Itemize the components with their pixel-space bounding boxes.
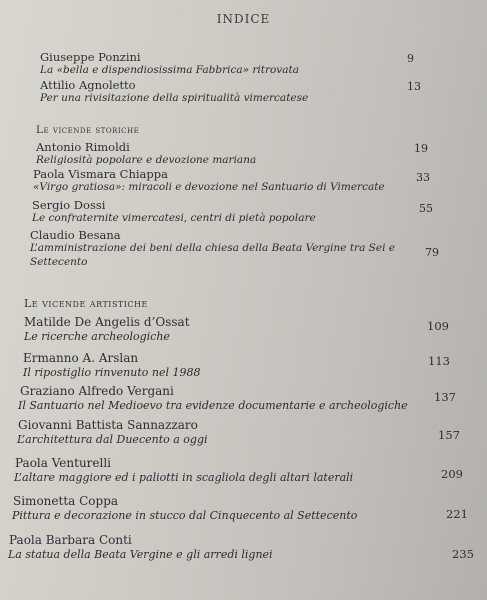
toc-entry [0,198,487,232]
toc-entry [0,494,487,528]
entry-page: 13 [407,80,421,93]
index-title: INDICE [216,12,271,26]
entry-author: Sergio Dossi [32,198,106,212]
entry-title: Per una rivisitazione della spiritualità vimercatese [40,92,309,104]
entry-title: Le ricerche archeologiche [24,330,170,343]
toc-entry [0,167,487,201]
toc-entry [0,351,487,385]
entry-page: 109 [427,319,449,333]
toc-entry [0,315,487,349]
entry-page: 19 [414,142,428,155]
section-heading-historical: Le vicende storiche [36,124,140,136]
entry-title: Le confraternite vimercatesi, centri di pietà popolare [32,212,316,224]
entry-title-continued: Settecento [30,256,88,268]
entry-page: 79 [425,246,439,259]
entry-author: Paola Vismara Chiappa [33,167,168,181]
entry-author: Paola Venturelli [15,456,112,470]
toc-entry [0,456,487,490]
entry-page: 221 [446,507,468,521]
entry-title: L’architettura dal Duecento a oggi [17,433,208,446]
entry-page: 9 [407,52,414,65]
entry-page: 209 [441,467,463,481]
entry-title: La statua della Beata Vergine e gli arredi lignei [8,548,273,561]
entry-author: Graziano Alfredo Vergani [20,384,174,398]
entry-author: Paola Barbara Conti [9,533,132,547]
entry-author: Matilde De Angelis d’Ossat [24,315,190,329]
entry-page: 235 [452,547,474,561]
entry-author: Ermanno A. Arslan [23,351,139,365]
entry-page: 55 [419,202,433,215]
entry-author: Attilio Agnoletto [40,78,136,92]
toc-entry [0,78,487,112]
toc-entry [0,418,487,452]
toc-entry [0,533,487,567]
entry-author: Antonio Rimoldi [36,140,130,154]
entry-author: Claudio Besana [30,228,121,242]
entry-title: Religiosità popolare e devozione mariana [36,154,257,166]
entry-title: Il Santuario nel Medioevo tra evidenze documentarie e archeologiche [18,399,408,412]
toc-entry [0,384,487,418]
entry-author: Giuseppe Ponzini [40,50,141,64]
entry-title: Il ripostiglio rinvenuto nel 1988 [23,366,201,379]
entry-page: 157 [438,428,460,442]
entry-title: «Virgo gratiosa»: miracoli e devozione nel Santuario di Vimercate [33,181,385,193]
toc-entry [0,228,487,276]
entry-page: 33 [416,171,430,184]
entry-title: L’amministrazione dei beni della chiesa della Beata Vergine tra Sei e [30,242,395,254]
section-heading-artistic: Le vicende artistiche [24,297,148,310]
entry-page: 113 [428,354,450,368]
entry-author: Giovanni Battista Sannazzaro [18,418,198,432]
entry-page: 137 [434,390,456,404]
entry-author: Simonetta Coppa [13,494,119,508]
entry-title: Pittura e decorazione in stucco dal Cinquecento al Settecento [12,509,358,522]
entry-title: La «bella e dispendiosissima Fabbrica» ritrovata [40,64,299,76]
entry-title: L’altare maggiore ed i paliotti in scagliola degli altari laterali [14,471,354,484]
